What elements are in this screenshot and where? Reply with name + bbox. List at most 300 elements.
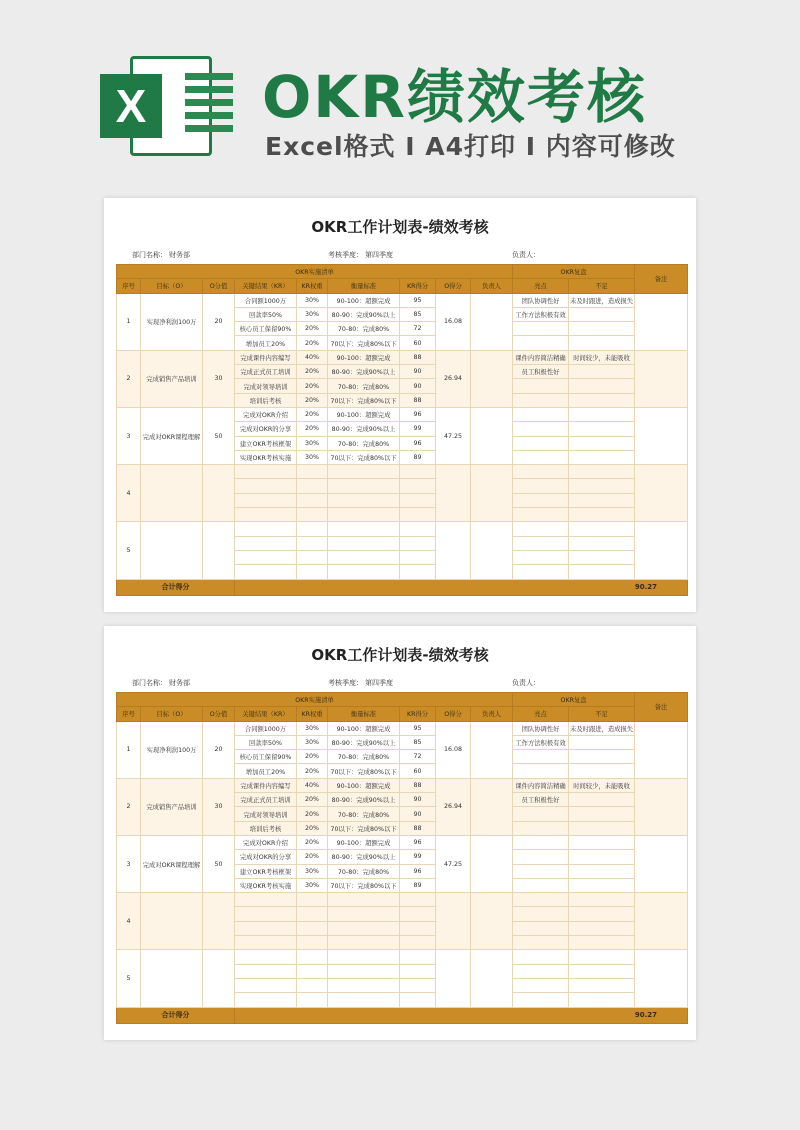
kr-weight: [297, 493, 328, 507]
owner-cell: [471, 350, 513, 407]
kr-weight: [297, 921, 328, 935]
kr-score: 88: [400, 778, 436, 792]
review-highlight: [513, 565, 569, 579]
key-result: 培训后考核: [235, 393, 297, 407]
objective-score: [436, 522, 471, 579]
objective-name: 实现净利润100万: [141, 293, 203, 350]
kr-weight: [297, 536, 328, 550]
kr-weight: 30%: [297, 307, 328, 321]
kr-weight: 30%: [297, 450, 328, 464]
key-result: [235, 465, 297, 479]
key-result: 核心员工保留90%: [235, 750, 297, 764]
review-shortfall: [569, 393, 635, 407]
review-highlight: [513, 850, 569, 864]
review-shortfall: [569, 921, 635, 935]
key-result: [235, 907, 297, 921]
kr-score: 89: [400, 450, 436, 464]
review-highlight: [513, 835, 569, 849]
objective-value: 20: [203, 293, 235, 350]
review-shortfall: [569, 550, 635, 564]
kr-standard: 80-90：完成90%以上: [328, 793, 400, 807]
remark-cell: [635, 522, 688, 579]
review-highlight: [513, 907, 569, 921]
kr-standard: [328, 921, 400, 935]
objective-score: 26.94: [436, 778, 471, 835]
okr-table: [116, 692, 688, 1024]
kr-weight: [297, 465, 328, 479]
kr-score: 88: [400, 350, 436, 364]
objective-number: 3: [117, 835, 141, 892]
review-highlight: [513, 821, 569, 835]
objective-number: 5: [117, 522, 141, 579]
column-header: 不足: [569, 279, 635, 293]
column-header: KR得分: [400, 707, 436, 721]
total-value: 90.27: [235, 1007, 688, 1023]
review-highlight: [513, 336, 569, 350]
kr-standard: 70-80：完成80%: [328, 322, 400, 336]
review-highlight: [513, 921, 569, 935]
header-impl-group: OKR实施清单: [117, 693, 513, 707]
total-value: 90.27: [235, 579, 688, 595]
key-result: 完成对领导培训: [235, 379, 297, 393]
kr-score: [400, 508, 436, 522]
review-shortfall: [569, 536, 635, 550]
objective-value: 50: [203, 407, 235, 464]
kr-standard: 90-100：超额完成: [328, 350, 400, 364]
kr-standard: 90-100：超额完成: [328, 721, 400, 735]
key-result: 核心员工保留90%: [235, 322, 297, 336]
kr-weight: [297, 993, 328, 1007]
kr-weight: [297, 893, 328, 907]
kr-standard: 70以下：完成80%以下: [328, 450, 400, 464]
review-shortfall: [569, 764, 635, 778]
kr-score: 90: [400, 807, 436, 821]
column-header: 目标（O）: [141, 707, 203, 721]
owner-cell: [471, 721, 513, 778]
kr-standard: 70-80：完成80%: [328, 436, 400, 450]
review-highlight: [513, 878, 569, 892]
review-highlight: [513, 508, 569, 522]
key-result: [235, 522, 297, 536]
kr-weight: [297, 936, 328, 950]
objective-number: 1: [117, 721, 141, 778]
review-shortfall: [569, 307, 635, 321]
key-result: 回款率50%: [235, 307, 297, 321]
kr-score: 85: [400, 735, 436, 749]
kr-standard: [328, 950, 400, 964]
kr-score: 95: [400, 721, 436, 735]
season-info: 考核季度： 第四季度: [328, 251, 393, 259]
review-highlight: [513, 450, 569, 464]
dept-info: 部门名称： 财务部: [132, 251, 190, 259]
key-result: 完成对OKR介绍: [235, 407, 297, 421]
owner-info: 负责人：: [512, 679, 540, 687]
review-shortfall: [569, 936, 635, 950]
key-result: [235, 978, 297, 992]
owner-info: 负责人：: [512, 251, 540, 259]
remark-cell: [635, 721, 688, 778]
review-highlight: 员工积极性好: [513, 365, 569, 379]
objective-number: 4: [117, 465, 141, 522]
column-header: 关键结果（KR）: [235, 279, 297, 293]
key-result: [235, 565, 297, 579]
kr-standard: [328, 493, 400, 507]
table-row: [117, 465, 688, 479]
review-shortfall: [569, 835, 635, 849]
review-highlight: 团队协调性好: [513, 721, 569, 735]
kr-weight: [297, 565, 328, 579]
column-header: 负责人: [471, 279, 513, 293]
okr-table: [116, 264, 688, 596]
review-highlight: [513, 393, 569, 407]
owner-cell: [471, 293, 513, 350]
kr-score: 72: [400, 322, 436, 336]
review-highlight: 员工积极性好: [513, 793, 569, 807]
review-highlight: [513, 407, 569, 421]
review-shortfall: [569, 907, 635, 921]
kr-standard: 90-100：超额完成: [328, 407, 400, 421]
sheet-title: OKR工作计划表-绩效考核: [311, 218, 489, 236]
key-result: 实现OKR考核实施: [235, 450, 297, 464]
kr-standard: [328, 508, 400, 522]
column-header: KR权重: [297, 707, 328, 721]
review-shortfall: [569, 436, 635, 450]
kr-weight: [297, 550, 328, 564]
key-result: 实现OKR考核实施: [235, 878, 297, 892]
header-remark: 备注: [635, 265, 688, 294]
table-row: [117, 522, 688, 536]
table-row: [117, 778, 688, 792]
season-info: 考核季度： 第四季度: [328, 679, 393, 687]
remark-cell: [635, 350, 688, 407]
objective-name: [141, 893, 203, 950]
objective-number: 2: [117, 350, 141, 407]
review-shortfall: [569, 893, 635, 907]
kr-weight: 30%: [297, 735, 328, 749]
header-remark: 备注: [635, 693, 688, 722]
review-highlight: 课件内容简洁精确: [513, 778, 569, 792]
owner-cell: [471, 950, 513, 1007]
key-result: 合同额1000万: [235, 721, 297, 735]
key-result: 完成对OKR的分享: [235, 422, 297, 436]
review-highlight: [513, 522, 569, 536]
objective-score: [436, 950, 471, 1007]
objective-value: [203, 950, 235, 1007]
kr-score: [400, 536, 436, 550]
kr-weight: 30%: [297, 293, 328, 307]
key-result: [235, 479, 297, 493]
kr-standard: [328, 465, 400, 479]
column-header: O得分: [436, 707, 471, 721]
review-highlight: [513, 536, 569, 550]
kr-weight: 20%: [297, 379, 328, 393]
objective-score: 47.25: [436, 407, 471, 464]
kr-standard: 90-100：超额完成: [328, 835, 400, 849]
kr-weight: 20%: [297, 407, 328, 421]
dept-value: 财务部: [169, 679, 190, 687]
kr-standard: 80-90：完成90%以上: [328, 735, 400, 749]
kr-score: 96: [400, 436, 436, 450]
total-label: 合计得分: [117, 1007, 235, 1023]
key-result: 完成对OKR的分享: [235, 850, 297, 864]
season-value: 第四季度: [365, 679, 393, 687]
kr-weight: [297, 508, 328, 522]
kr-score: 85: [400, 307, 436, 321]
table-row: [117, 950, 688, 964]
banner-subtitle: Excel格式 I A4打印 I 内容可修改: [265, 132, 676, 161]
review-shortfall: 未及时跟进，造成损失: [569, 293, 635, 307]
key-result: [235, 993, 297, 1007]
objective-value: [203, 465, 235, 522]
objective-name: [141, 950, 203, 1007]
table-row: [117, 835, 688, 849]
column-header: KR得分: [400, 279, 436, 293]
review-highlight: [513, 550, 569, 564]
objective-value: [203, 893, 235, 950]
column-header: 目标（O）: [141, 279, 203, 293]
kr-score: 95: [400, 293, 436, 307]
kr-weight: 20%: [297, 764, 328, 778]
key-result: 完成正式员工培训: [235, 793, 297, 807]
banner-title: OKR绩效考核: [262, 63, 647, 131]
kr-weight: 40%: [297, 350, 328, 364]
key-result: 建立OKR考核框架: [235, 436, 297, 450]
kr-score: [400, 565, 436, 579]
column-header: O分值: [203, 707, 235, 721]
objective-number: 4: [117, 893, 141, 950]
kr-standard: 70以下：完成80%以下: [328, 764, 400, 778]
review-shortfall: [569, 493, 635, 507]
okr-sheet: [104, 198, 696, 612]
kr-standard: 90-100：超额完成: [328, 293, 400, 307]
remark-cell: [635, 893, 688, 950]
owner-cell: [471, 522, 513, 579]
kr-score: 96: [400, 835, 436, 849]
kr-weight: 20%: [297, 821, 328, 835]
objective-score: [436, 893, 471, 950]
kr-score: 90: [400, 365, 436, 379]
objective-score: 26.94: [436, 350, 471, 407]
remark-cell: [635, 778, 688, 835]
column-header: 不足: [569, 707, 635, 721]
review-shortfall: [569, 978, 635, 992]
owner-cell: [471, 465, 513, 522]
kr-standard: 70以下：完成80%以下: [328, 878, 400, 892]
review-highlight: 工作方法积极有效: [513, 735, 569, 749]
column-header: 衡量标准: [328, 279, 400, 293]
review-shortfall: [569, 964, 635, 978]
kr-score: [400, 479, 436, 493]
review-shortfall: 时间较少，未能吸收: [569, 350, 635, 364]
key-result: [235, 950, 297, 964]
objective-score: 16.08: [436, 721, 471, 778]
excel-logo-icon: X: [100, 56, 212, 156]
kr-weight: [297, 978, 328, 992]
key-result: 完成正式员工培训: [235, 365, 297, 379]
review-highlight: 团队协调性好: [513, 293, 569, 307]
review-highlight: [513, 465, 569, 479]
owner-cell: [471, 407, 513, 464]
kr-standard: [328, 893, 400, 907]
key-result: 增加员工20%: [235, 764, 297, 778]
review-shortfall: [569, 522, 635, 536]
key-result: [235, 964, 297, 978]
kr-weight: [297, 907, 328, 921]
banner: [0, 0, 800, 190]
column-header: 序号: [117, 279, 141, 293]
review-highlight: [513, 764, 569, 778]
review-shortfall: [569, 993, 635, 1007]
table-row: [117, 293, 688, 307]
review-highlight: [513, 322, 569, 336]
owner-cell: [471, 778, 513, 835]
review-shortfall: [569, 450, 635, 464]
remark-cell: [635, 835, 688, 892]
kr-standard: 70-80：完成80%: [328, 807, 400, 821]
key-result: [235, 493, 297, 507]
dept-value: 财务部: [169, 251, 190, 259]
review-shortfall: [569, 465, 635, 479]
kr-weight: 20%: [297, 393, 328, 407]
review-shortfall: 时间较少，未能吸收: [569, 778, 635, 792]
kr-weight: 20%: [297, 336, 328, 350]
review-shortfall: 未及时跟进，造成损失: [569, 721, 635, 735]
remark-cell: [635, 950, 688, 1007]
column-header: 亮点: [513, 279, 569, 293]
total-row: [117, 579, 688, 595]
objective-number: 2: [117, 778, 141, 835]
season-value: 第四季度: [365, 251, 393, 259]
kr-score: [400, 907, 436, 921]
kr-standard: 80-90：完成90%以上: [328, 850, 400, 864]
review-shortfall: [569, 807, 635, 821]
remark-cell: [635, 407, 688, 464]
kr-score: 89: [400, 878, 436, 892]
owner-cell: [471, 893, 513, 950]
table-row: [117, 407, 688, 421]
review-highlight: [513, 978, 569, 992]
kr-weight: 20%: [297, 422, 328, 436]
review-highlight: [513, 750, 569, 764]
objective-value: [203, 522, 235, 579]
objective-name: [141, 465, 203, 522]
review-shortfall: [569, 479, 635, 493]
kr-weight: 40%: [297, 778, 328, 792]
key-result: 回款率50%: [235, 735, 297, 749]
kr-standard: 80-90：完成90%以上: [328, 422, 400, 436]
review-highlight: [513, 479, 569, 493]
objective-value: 50: [203, 835, 235, 892]
kr-standard: [328, 907, 400, 921]
review-shortfall: [569, 407, 635, 421]
review-shortfall: [569, 336, 635, 350]
header-impl-group: OKR实施清单: [117, 265, 513, 279]
kr-standard: [328, 978, 400, 992]
kr-standard: [328, 522, 400, 536]
objective-number: 5: [117, 950, 141, 1007]
review-highlight: 工作方法积极有效: [513, 307, 569, 321]
review-shortfall: [569, 950, 635, 964]
kr-standard: [328, 479, 400, 493]
review-highlight: [513, 436, 569, 450]
kr-score: [400, 550, 436, 564]
kr-score: 88: [400, 821, 436, 835]
kr-score: [400, 950, 436, 964]
kr-score: [400, 493, 436, 507]
header-review-group: OKR复盘: [513, 265, 635, 279]
header-review-group: OKR复盘: [513, 693, 635, 707]
review-shortfall: [569, 864, 635, 878]
objective-number: 3: [117, 407, 141, 464]
review-shortfall: [569, 322, 635, 336]
column-header: O分值: [203, 279, 235, 293]
sheet-title: OKR工作计划表-绩效考核: [311, 646, 489, 664]
key-result: 完成课件内容编写: [235, 350, 297, 364]
column-header: O得分: [436, 279, 471, 293]
remark-cell: [635, 465, 688, 522]
total-label: 合计得分: [117, 579, 235, 595]
kr-score: 96: [400, 864, 436, 878]
objective-value: 20: [203, 721, 235, 778]
kr-standard: [328, 964, 400, 978]
kr-standard: 70以下：完成80%以下: [328, 393, 400, 407]
review-shortfall: [569, 821, 635, 835]
kr-standard: 70-80：完成80%: [328, 864, 400, 878]
key-result: [235, 893, 297, 907]
review-shortfall: [569, 750, 635, 764]
kr-standard: [328, 550, 400, 564]
key-result: [235, 936, 297, 950]
kr-score: [400, 893, 436, 907]
kr-score: [400, 522, 436, 536]
review-highlight: [513, 993, 569, 1007]
column-header: 负责人: [471, 707, 513, 721]
review-highlight: [513, 950, 569, 964]
kr-standard: 70-80：完成80%: [328, 379, 400, 393]
table-row: [117, 350, 688, 364]
kr-weight: 20%: [297, 850, 328, 864]
review-shortfall: [569, 793, 635, 807]
kr-weight: 20%: [297, 835, 328, 849]
kr-score: 99: [400, 422, 436, 436]
review-shortfall: [569, 379, 635, 393]
kr-weight: 30%: [297, 721, 328, 735]
key-result: 完成对OKR介绍: [235, 835, 297, 849]
kr-weight: 20%: [297, 807, 328, 821]
objective-name: 完成销售产品培训: [141, 350, 203, 407]
objective-score: 47.25: [436, 835, 471, 892]
kr-standard: [328, 936, 400, 950]
column-header: 关键结果（KR）: [235, 707, 297, 721]
review-shortfall: [569, 850, 635, 864]
kr-weight: [297, 479, 328, 493]
owner-cell: [471, 835, 513, 892]
kr-weight: [297, 522, 328, 536]
key-result: 完成课件内容编写: [235, 778, 297, 792]
kr-score: 60: [400, 336, 436, 350]
kr-score: 72: [400, 750, 436, 764]
key-result: 培训后考核: [235, 821, 297, 835]
kr-weight: 20%: [297, 750, 328, 764]
kr-weight: 20%: [297, 793, 328, 807]
kr-standard: 70以下：完成80%以下: [328, 336, 400, 350]
kr-score: 99: [400, 850, 436, 864]
key-result: [235, 536, 297, 550]
review-shortfall: [569, 878, 635, 892]
kr-score: [400, 993, 436, 1007]
kr-weight: 20%: [297, 322, 328, 336]
kr-weight: 30%: [297, 878, 328, 892]
